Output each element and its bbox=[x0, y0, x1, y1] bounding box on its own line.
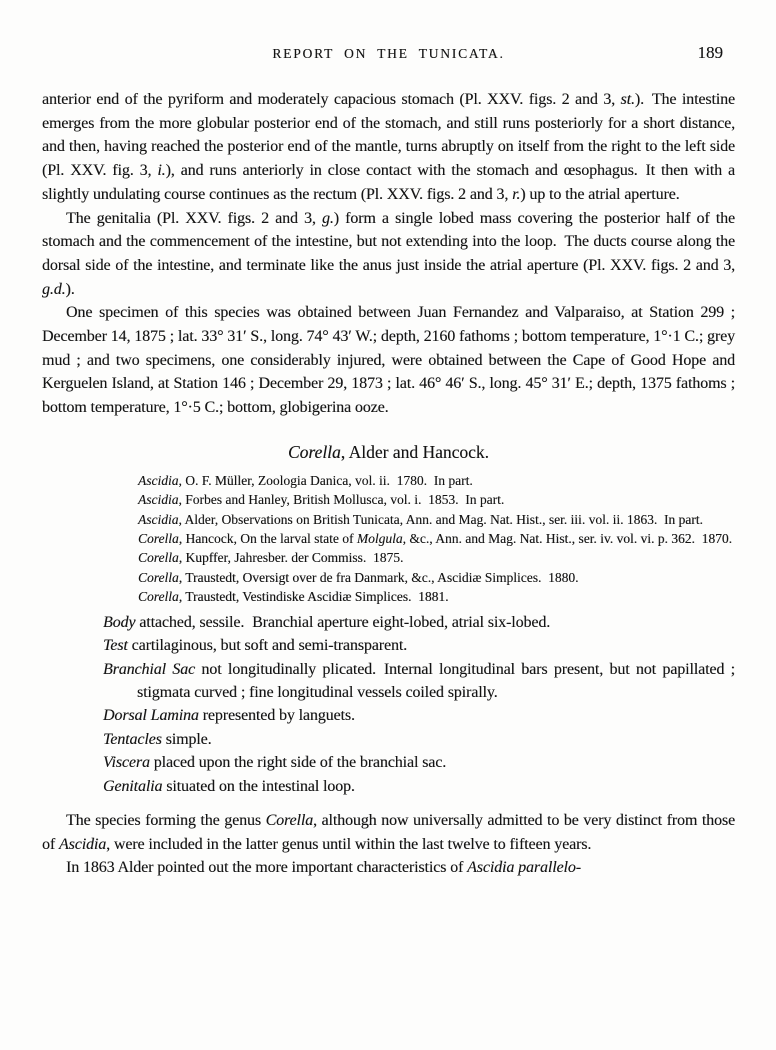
synonymy-entry: Corella, Traustedt, Oversigt over de fra Danmark, &c., Ascidiæ Simplices. 1880. bbox=[138, 569, 579, 585]
paragraph-specimens-stations: One specimen of this species was obtained between Juan Fernandez and Valparaiso, at Station 299 ; December 14, 1875 ; lat. 33° 31′ S., long. 74° 43′ W.; depth, 2160 fathoms ; bottom temperature, 1°·1 C.; grey mud ; and two specimens, one considerably injured, were obtained between the Cape of Good Hope and Kerguelen Island, at Station 146 ; December 29, 1873 ; lat. 46° 46′ S., long. 45° 31′ E.; depth, 1375 fathoms ; bottom temperature, 1°·5 C.; bottom, globigerina ooze. bbox=[42, 304, 735, 417]
synonymy-entry: Ascidia, Alder, Observations on British Tunicata, Ann. and Mag. Nat. Hist., ser. iii. vol. ii. 1863. In part. bbox=[138, 511, 703, 527]
paragraph-genus-history: The species forming the genus Corella, although now universally admitted to be very distinct from those of Ascidia, were included in the latter genus until within the last twelve to fifteen years. bbox=[42, 811, 735, 853]
diagnosis-entry: Viscera placed upon the right side of the branchial sac. bbox=[103, 754, 447, 772]
synonymy-list bbox=[42, 471, 735, 607]
synonymy-entry: Corella, Traustedt, Vestindiske Ascidiæ Simplices. 1881. bbox=[138, 589, 449, 605]
diagnosis-entry: Test cartilaginous, but soft and semi-transparent. bbox=[103, 637, 408, 655]
diagnosis-list bbox=[42, 611, 735, 798]
paragraph-genitalia: The genitalia (Pl. XXV. figs. 2 and 3, g.) form a single lobed mass covering the posterior half of the stomach and the commencement of the intestine, but not extending into the loop. The ducts course along the dorsal side of the intestine, and terminate like the anus just inside the atrial aperture (Pl. XXV. figs. 2 and 3, g.d.). bbox=[42, 209, 735, 298]
diagnosis-entry: Tentacles simple. bbox=[103, 730, 212, 748]
synonymy-entry: Ascidia, Forbes and Hanley, British Mollusca, vol. i. 1853. In part. bbox=[138, 492, 505, 508]
page-number: 189 bbox=[697, 43, 723, 62]
diagnosis-entry: Genitalia situated on the intestinal loop. bbox=[103, 777, 355, 795]
synonymy-entry: Corella, Hancock, On the larval state of Molgula, &c., Ann. and Mag. Nat. Hist., ser. iv. vol. vi. p. 362. 1870. bbox=[138, 531, 733, 547]
paragraph-alder-1863: In 1863 Alder pointed out the more important characteristics of Ascidia parallelo- bbox=[66, 859, 581, 877]
synonymy-entry: Corella, Kupffer, Jahresber. der Commiss. 1875. bbox=[138, 550, 404, 566]
genus-heading: Corella, Alder and Hancock. bbox=[287, 441, 490, 462]
running-title: REPORT ON THE TUNICATA. bbox=[272, 46, 505, 61]
synonymy-entry: Ascidia, O. F. Müller, Zoologia Danica, vol. ii. 1780. In part. bbox=[138, 472, 473, 488]
page-header bbox=[42, 43, 735, 63]
diagnosis-entry: Dorsal Lamina represented by languets. bbox=[103, 707, 355, 725]
paragraph-anatomy-continued: anterior end of the pyriform and moderately capacious stomach (Pl. XXV. figs. 2 and 3, st.). The intestine emerges from the more globular posterior end of the stomach, and still runs posteriorly for a short distance, and then, having reached the posterior end of the mantle, turns abruptly on itself from the right to the left side (Pl. XXV. fig. 3, i.), and runs anteriorly in close contact with the stomach and œsophagus. It then with a slightly undulating course continues as the rectum (Pl. XXV. figs. 2 and 3, r.) up to the atrial aperture. bbox=[42, 91, 735, 203]
diagnosis-entry: Branchial Sac not longitudinally plicated. Internal longitudinal bars present, but not papillated ; stigmata curved ; fine longitudinal vessels coiled spirally. bbox=[103, 660, 735, 701]
diagnosis-entry: Body attached, sessile. Branchial aperture eight-lobed, atrial six-lobed. bbox=[103, 613, 551, 631]
